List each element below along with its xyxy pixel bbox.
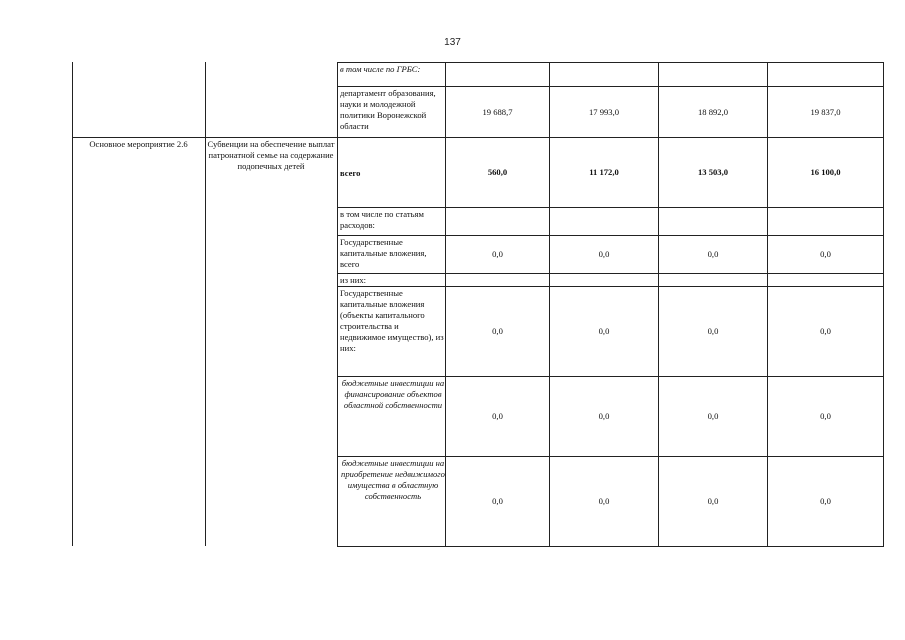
capital-investments-total-row-value-3: 0,0 [707, 249, 719, 259]
capital-investments-total-row-label: Государственные капитальные вложения, всего [340, 237, 427, 269]
capital-investments-objects-row-value-4: 0,0 [820, 326, 831, 336]
department-row-value-1: 19 688,7 [482, 106, 513, 117]
capital-investments-objects-row-value-1: 0,0 [492, 326, 503, 336]
of-them-row-value-2 [550, 274, 658, 286]
total-row-value-4: 16 100,0 [810, 167, 841, 177]
articles-header-row-value-2 [550, 208, 658, 235]
total-row-label: всего [340, 168, 361, 178]
total-row-value-2: 11 172,0 [589, 167, 619, 177]
page-number: 137 [444, 37, 461, 48]
of-them-row-value-3 [659, 274, 767, 286]
department-row-label: департамент образования, науки и молодежной политики Воронежской области [340, 88, 436, 131]
budget-investments-objects-row-value-2: 0,0 [598, 411, 610, 421]
capital-investments-total-row-value-4: 0,0 [820, 249, 831, 259]
total-row-value-1: 560,0 [487, 167, 508, 177]
column-border [205, 62, 206, 546]
articles-header-row-value-1 [446, 208, 549, 235]
articles-header-row-value-4 [768, 208, 883, 235]
of-them-row-value-4 [768, 274, 883, 286]
capital-investments-objects-row-value-3: 0,0 [707, 326, 719, 336]
articles-header-row-label: в том числе по статьям расходов: [340, 209, 424, 230]
budget-investments-objects-row-value-1: 0,0 [492, 411, 503, 421]
budget-investments-property-row-value-4: 0,0 [820, 496, 831, 506]
grbs-header-row-value-3 [659, 63, 767, 86]
column-border [883, 62, 884, 547]
capital-investments-total-row-value-1: 0,0 [492, 249, 503, 259]
grbs-header-row-value-1 [446, 63, 549, 86]
department-row-value-3: 18 892,0 [697, 106, 729, 117]
total-row-value-3: 13 503,0 [697, 167, 729, 177]
event-name: Основное мероприятие 2.6 [89, 139, 188, 149]
column-border [72, 62, 73, 546]
department-row-value-2: 17 993,0 [588, 106, 620, 117]
budget-investments-objects-row-value-3: 0,0 [707, 411, 719, 421]
articles-header-row-value-3 [659, 208, 767, 235]
capital-investments-objects-row-value-2: 0,0 [598, 326, 610, 336]
budget-investments-property-row-label: бюджетные инвестиции на приобретение недвижимого имущества в областную собственность [341, 458, 445, 501]
of-them-row-label: из них: [340, 275, 367, 285]
capital-investments-objects-row-label: Государственные капитальные вложения (объекты капитального строительства и недвижимое имущество), из них: [340, 288, 444, 353]
budget-investments-property-row-value-2: 0,0 [598, 496, 610, 506]
grbs-header-row-value-4 [768, 63, 883, 86]
event-description: Субвенции на обеспечение выплат патронатной семье на содержание подопечных детей [207, 139, 335, 171]
grbs-header-row-value-2 [550, 63, 658, 86]
grbs-header-row-label: в том числе по ГРБС: [340, 64, 421, 74]
budget-investments-property-row-value-3: 0,0 [707, 496, 719, 506]
capital-investments-total-row-value-2: 0,0 [598, 249, 610, 259]
department-row-value-4: 19 837,0 [810, 106, 841, 117]
budget-investments-objects-row-value-4: 0,0 [820, 411, 831, 421]
budget-investments-property-row-value-1: 0,0 [492, 496, 503, 506]
budget-investments-objects-row-label: бюджетные инвестиции на финансирование объектов областной собственности [341, 378, 445, 410]
of-them-row-value-1 [446, 274, 549, 286]
